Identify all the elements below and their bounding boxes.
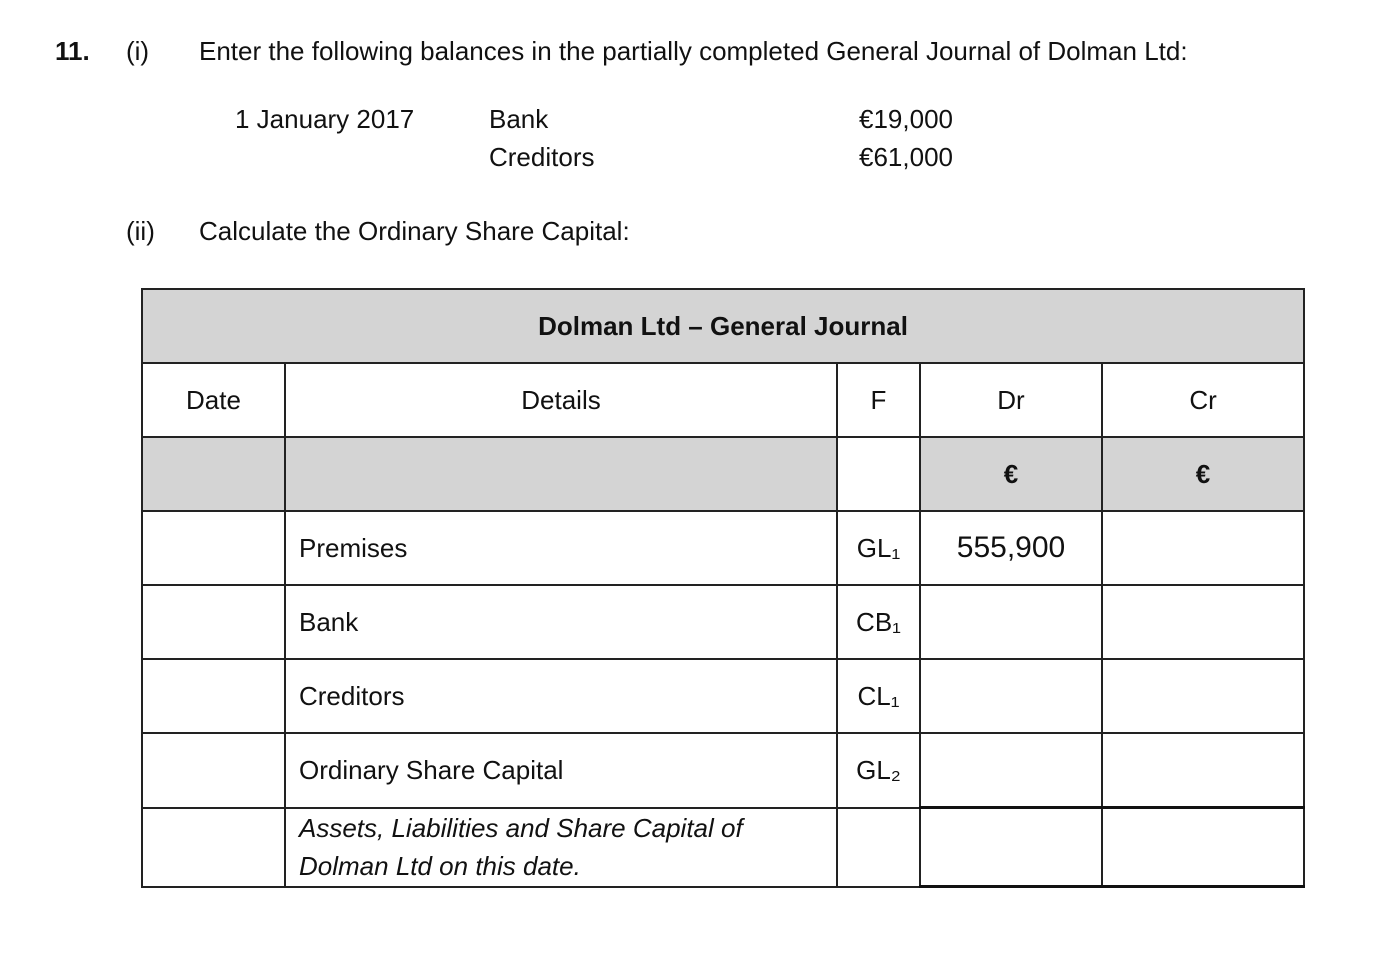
row-cr-amount[interactable]	[1102, 511, 1304, 585]
balance-amount-bank: €19,000	[859, 104, 953, 134]
part-i-instruction: Enter the following balances in the partially completed General Journal of Dolman Ltd:	[199, 36, 1188, 66]
journal-row-ordinary-share-capital	[142, 733, 1304, 808]
row-details: Premises	[285, 511, 837, 585]
part-ii-label: (ii)	[126, 216, 155, 246]
question-number: 11.	[55, 36, 90, 66]
currency-cr: €	[1102, 437, 1304, 511]
journal-row-creditors	[142, 659, 1304, 733]
row-folio: GL₂	[837, 733, 920, 808]
general-journal-table	[141, 288, 1305, 888]
header-folio: F	[837, 363, 920, 437]
header-dr: Dr	[920, 363, 1102, 437]
narration-folio-cell	[837, 808, 920, 887]
header-cr: Cr	[1102, 363, 1304, 437]
balance-amount-creditors: €61,000	[859, 142, 953, 172]
header-details: Details	[285, 363, 837, 437]
journal-row-bank	[142, 585, 1304, 659]
part-ii-instruction: Calculate the Ordinary Share Capital:	[199, 216, 630, 246]
journal-header-row	[142, 363, 1304, 437]
row-date-cell[interactable]	[142, 733, 285, 808]
row-date-cell[interactable]	[142, 585, 285, 659]
row-details: Ordinary Share Capital	[285, 733, 837, 808]
row-folio: GL₁	[837, 511, 920, 585]
row-details: Bank	[285, 585, 837, 659]
row-dr-amount[interactable]: 555,900	[920, 511, 1102, 585]
part-i-label: (i)	[126, 36, 150, 66]
balance-account-creditors: Creditors	[489, 142, 595, 172]
currency-dr: €	[920, 437, 1102, 511]
journal-row-premises	[142, 511, 1304, 585]
row-date-cell[interactable]	[142, 511, 285, 585]
row-cr-amount[interactable]	[1102, 733, 1304, 808]
total-dr-cell[interactable]	[920, 808, 1102, 887]
currency-folio-cell	[837, 437, 920, 511]
currency-date-cell	[142, 437, 285, 511]
row-folio: CL₁	[837, 659, 920, 733]
row-cr-amount[interactable]	[1102, 659, 1304, 733]
balance-account-bank: Bank	[489, 104, 549, 134]
journal-narration-row	[142, 808, 1304, 887]
currency-details-cell	[285, 437, 837, 511]
row-details: Creditors	[285, 659, 837, 733]
row-folio: CB₁	[837, 585, 920, 659]
row-dr-amount[interactable]	[920, 585, 1102, 659]
row-dr-amount[interactable]	[920, 733, 1102, 808]
row-dr-amount[interactable]	[920, 659, 1102, 733]
row-cr-amount[interactable]	[1102, 585, 1304, 659]
header-date: Date	[142, 363, 285, 437]
currency-row	[142, 437, 1304, 511]
journal-narration: Assets, Liabilities and Share Capital of Dolman Ltd on this date.	[285, 808, 837, 887]
total-cr-cell[interactable]	[1102, 808, 1304, 887]
narration-date-cell[interactable]	[142, 808, 285, 887]
balance-date: 1 January 2017	[235, 104, 415, 134]
row-date-cell[interactable]	[142, 659, 285, 733]
journal-title: Dolman Ltd – General Journal	[142, 289, 1304, 363]
